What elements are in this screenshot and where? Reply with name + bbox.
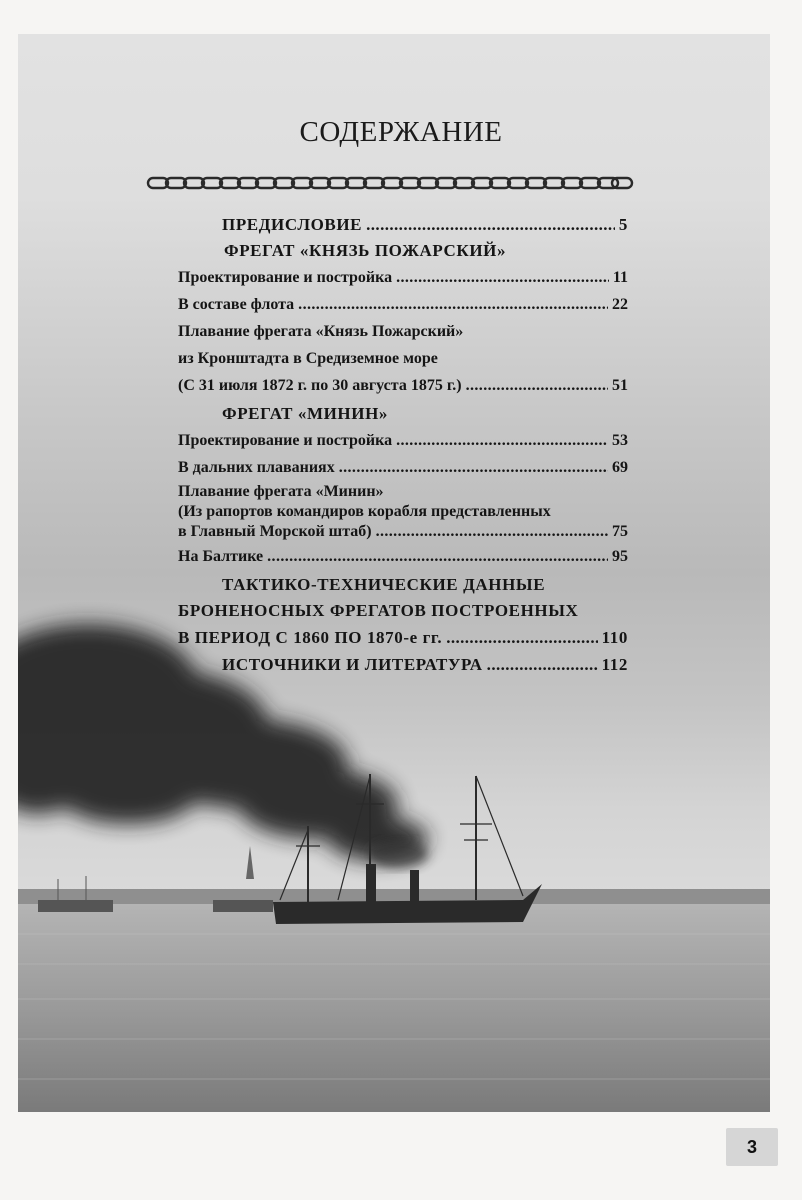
toc-section-heading: ФРЕГАТ «МИНИН»: [222, 404, 388, 423]
toc-entry-text: из Кронштадта в Средиземное море: [178, 350, 438, 367]
toc-title: СОДЕРЖАНИЕ: [299, 116, 503, 148]
toc-section-heading: ФРЕГАТ «КНЯЗЬ ПОЖАРСКИЙ»: [224, 241, 507, 260]
toc-section-heading: БРОНЕНОСНЫХ ФРЕГАТОВ ПОСТРОЕННЫХ: [178, 601, 579, 620]
toc-entry-text: Плавание фрегата «Князь Пожарский»: [178, 323, 464, 340]
toc-entry[interactable]: В ПЕРИОД С 1860 ПО 1870-е гг. ..... 110: [178, 628, 628, 648]
page-number: 3: [726, 1128, 778, 1166]
toc-entry[interactable]: в Главный Морской штаб) ..... 75: [178, 523, 628, 541]
toc-entry[interactable]: На Балтике ..... 95: [178, 548, 628, 566]
toc-entry[interactable]: Проектирование и постройка ..... 11: [178, 269, 628, 287]
toc-section-heading: ТАКТИКО-ТЕХНИЧЕСКИЕ ДАННЫЕ: [222, 575, 546, 594]
toc-entry[interactable]: ИСТОЧНИКИ И ЛИТЕРАТУРА ..... 112: [222, 655, 628, 675]
toc-entry[interactable]: (С 31 июля 1872 г. по 30 августа 1875 г.) ..... 51: [178, 377, 628, 395]
toc-entry-text: Плавание фрегата «Минин»: [178, 483, 384, 500]
toc-entry[interactable]: ПРЕДИСЛОВИЕ ..... 5: [222, 215, 628, 235]
toc-entry[interactable]: В дальних плаваниях ..... 69: [178, 459, 628, 477]
toc-entry[interactable]: В составе флота ..... 22: [178, 296, 628, 314]
toc-entry[interactable]: Проектирование и постройка ..... 53: [178, 432, 628, 450]
toc-entry-text: (Из рапортов командиров корабля представленных: [178, 503, 551, 520]
